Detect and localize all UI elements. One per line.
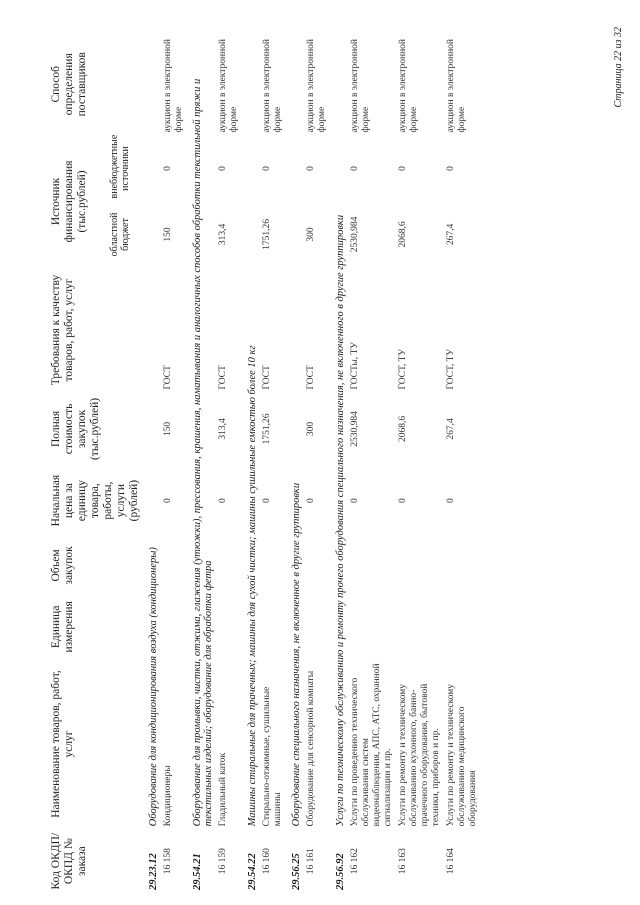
item-funding-regional: 313,4 bbox=[218, 223, 228, 245]
item-name: Гладильный каток bbox=[218, 752, 228, 826]
item-requirements: ГОСТ bbox=[218, 364, 228, 390]
item-volume bbox=[348, 535, 396, 594]
table-row bbox=[396, 33, 444, 893]
header-funding-regional: областной бюджет bbox=[109, 212, 132, 256]
item-name: Услуги по ремонту и техническому обслуживанию кухонного, банно-прачечного оборудования, бытовой техники, приборов и пр. bbox=[398, 683, 441, 826]
item-unit bbox=[444, 595, 481, 659]
item-funding-regional: 2068,6 bbox=[398, 220, 408, 247]
item-price: 0 bbox=[306, 497, 316, 503]
header-funding: Источник финансирования (тыс.рублей) bbox=[50, 160, 88, 242]
group-code: 29.56.25 bbox=[291, 852, 302, 890]
item-funding-extra: 0 bbox=[163, 165, 173, 171]
table-row bbox=[444, 33, 481, 893]
item-unit bbox=[396, 595, 444, 659]
item-cost: 300 bbox=[306, 421, 316, 436]
item-price: 0 bbox=[446, 497, 456, 503]
item-method: аукцион в электронной форме bbox=[446, 38, 467, 132]
group-row bbox=[242, 33, 260, 893]
item-price: 0 bbox=[262, 497, 272, 503]
group-row bbox=[143, 33, 161, 893]
item-unit bbox=[260, 595, 286, 659]
item-price: 0 bbox=[163, 497, 173, 503]
item-requirements: ГОСТ bbox=[262, 364, 272, 390]
header-cost: Полная стоимость закупок (тыс.рублей) bbox=[50, 397, 101, 460]
item-funding-extra: 0 bbox=[446, 165, 456, 171]
page-footer: Страница 22 из 32 bbox=[613, 26, 624, 108]
item-funding-regional: 300 bbox=[306, 226, 316, 242]
group-title: Машины стиральные для прачечных; машины для сухой чистки; машины сушильные емкостью более 10 кг bbox=[247, 344, 258, 826]
order-number: 16 159 bbox=[218, 847, 228, 874]
group-title: Оборудование для промывки, чистки, отжима, глажения (утюжки), прессования, крашения, наматывания и аналогичных способов обработки текстильной пряжи и текстильных изделий; оборудование для обработки фетра bbox=[192, 78, 214, 826]
item-name: Стирально-отжимные, сушильные машины bbox=[262, 686, 283, 826]
group-code: 29.54.21 bbox=[192, 852, 203, 890]
item-funding-regional: 2530,984 bbox=[350, 216, 360, 252]
header-method: Способ определения поставщиков bbox=[50, 51, 88, 116]
item-unit bbox=[304, 595, 330, 659]
item-funding-extra: 0 bbox=[218, 165, 228, 171]
procurement-table bbox=[48, 33, 481, 893]
item-cost: 313,4 bbox=[218, 417, 228, 440]
rotated-page bbox=[10, 3, 630, 903]
table-body bbox=[143, 33, 481, 893]
header-unit: Единица измерения bbox=[50, 600, 75, 653]
header-row bbox=[48, 33, 107, 893]
item-method: аукцион в электронной форме bbox=[218, 38, 239, 132]
table-row bbox=[348, 33, 396, 893]
item-name: Услуги по проведению технического обслуживания систем видеонаблюдения, АПС, АТС, охранной сигнализации и пр. bbox=[350, 662, 393, 826]
item-funding-extra: 0 bbox=[262, 165, 272, 171]
item-requirements: ГОСТ, ТУ bbox=[398, 348, 408, 390]
table-row bbox=[216, 33, 242, 893]
item-requirements: ГОСТ bbox=[306, 364, 316, 390]
item-volume bbox=[396, 535, 444, 594]
item-method: аукцион в электронной форме bbox=[350, 38, 371, 132]
item-unit bbox=[216, 595, 242, 659]
group-title: Услуги по техническому обслуживанию и ремонту прочего оборудования специального назначения, не включенного в другие группировки bbox=[335, 214, 346, 826]
item-method: аукцион в электронной форме bbox=[306, 38, 327, 132]
item-funding-regional: 1751,26 bbox=[262, 218, 272, 250]
order-number: 16 163 bbox=[398, 847, 408, 874]
item-price: 0 bbox=[350, 497, 360, 503]
item-funding-extra: 0 bbox=[398, 165, 408, 171]
item-method: аукцион в электронной форме bbox=[398, 38, 419, 132]
order-number: 16 161 bbox=[306, 847, 316, 874]
table-row bbox=[260, 33, 286, 893]
item-cost: 2530,984 bbox=[350, 410, 360, 447]
item-unit bbox=[161, 595, 187, 659]
group-title: Оборудование специального назначения, не включенное в другие группировки bbox=[291, 482, 302, 826]
item-funding-extra: 0 bbox=[306, 165, 316, 171]
group-code: 29.56.92 bbox=[335, 852, 346, 890]
item-funding-extra: 0 bbox=[350, 165, 360, 171]
group-code: 29.54.22 bbox=[247, 852, 258, 890]
header-funding-extra: внебюджетные источники bbox=[109, 134, 132, 198]
item-unit bbox=[348, 595, 396, 659]
header-price: Начальная цена за единицу товара, работы, услуги (рублей) bbox=[50, 474, 140, 526]
item-price: 0 bbox=[218, 497, 228, 503]
item-volume bbox=[260, 535, 286, 594]
item-cost: 267,4 bbox=[446, 417, 456, 440]
item-volume bbox=[161, 535, 187, 594]
item-cost: 150 bbox=[163, 421, 173, 436]
item-cost: 1751,26 bbox=[262, 413, 272, 444]
item-funding-regional: 267,4 bbox=[446, 223, 456, 245]
table-row bbox=[161, 33, 187, 893]
order-number: 16 164 bbox=[446, 847, 456, 874]
order-number: 16 158 bbox=[163, 847, 173, 874]
item-volume bbox=[304, 535, 330, 594]
table-row bbox=[304, 33, 330, 893]
group-code: 29.23.12 bbox=[148, 852, 159, 890]
item-price: 0 bbox=[398, 497, 408, 503]
group-row bbox=[330, 33, 348, 893]
group-title: Оборудование для кондиционирования воздуха (кондиционеры) bbox=[148, 546, 159, 826]
item-method: аукцион в электронной форме bbox=[163, 38, 184, 132]
item-name: Оборудование для сенсорной комнаты bbox=[306, 670, 316, 826]
item-volume bbox=[444, 535, 481, 594]
item-requirements: ГОСТ bbox=[163, 364, 173, 390]
group-row bbox=[286, 33, 304, 893]
header-volume: Объем закупок bbox=[50, 545, 75, 585]
header-name: Наименование товаров, работ, услуг bbox=[50, 669, 75, 818]
item-name: Кондиционеры bbox=[163, 764, 173, 826]
item-method: аукцион в электронной форме bbox=[262, 38, 283, 132]
item-cost: 2068,6 bbox=[398, 415, 408, 442]
order-number: 16 160 bbox=[262, 847, 272, 874]
item-funding-regional: 150 bbox=[163, 226, 173, 242]
item-requirements: ГОСТы, ТУ bbox=[350, 341, 360, 390]
item-name: Услуги по ремонту и техническому обслуживанию медицинского оборудования bbox=[446, 683, 478, 826]
item-volume bbox=[216, 535, 242, 594]
group-row bbox=[187, 33, 216, 893]
header-code: Код ОКДП/ ОКПД № заказа bbox=[50, 832, 88, 889]
order-number: 16 162 bbox=[350, 847, 360, 874]
item-requirements: ГОСТ, ТУ bbox=[446, 348, 456, 390]
header-requirements: Требования к качеству товаров, работ, услуг bbox=[50, 274, 75, 385]
